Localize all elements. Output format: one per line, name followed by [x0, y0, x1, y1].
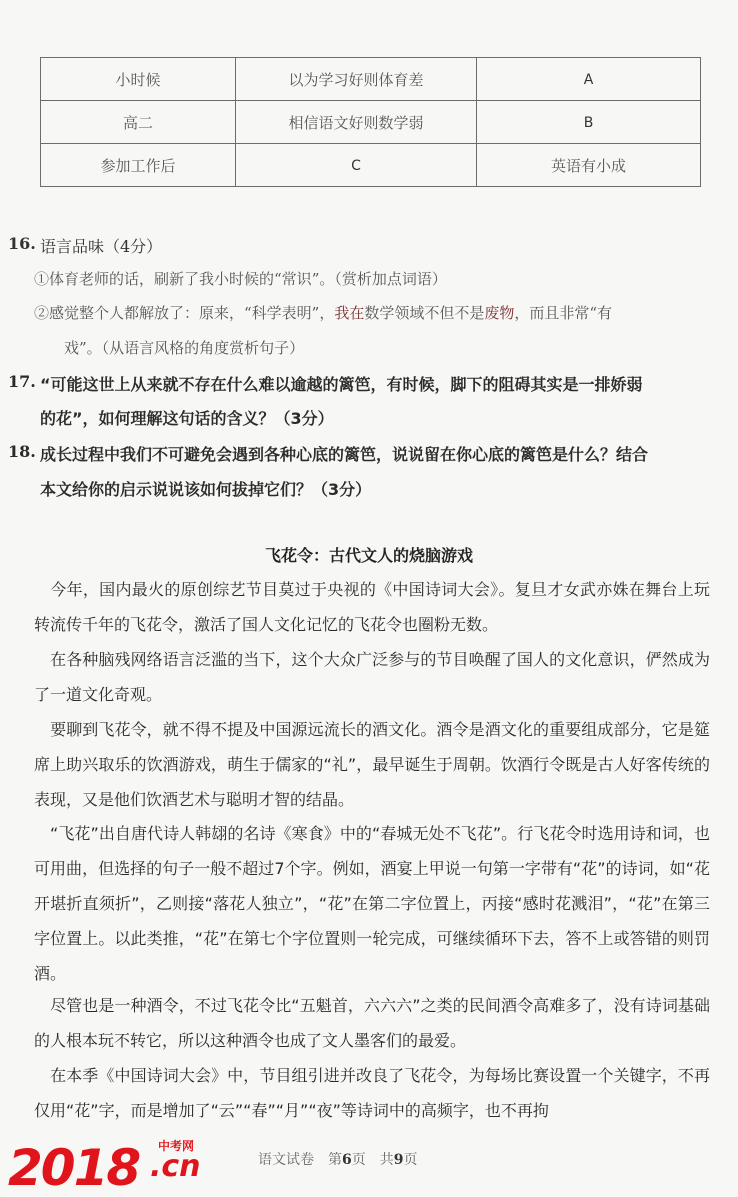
- question-number: 18.: [8, 442, 36, 461]
- table-row: [41, 101, 701, 144]
- page-number: [258, 1149, 418, 1169]
- paragraph-text: 在各种脑残网络语言泛滥的当下，这个大众广泛参与的节目唤醒了国人的文化意识，俨然成为了一道文化奇观。: [34, 650, 710, 704]
- page-label: 语文试卷 第: [258, 1152, 342, 1168]
- table-cell: 以为学习好则体育差: [236, 58, 477, 101]
- blank-label: C: [351, 158, 361, 174]
- page-label: 页 共: [351, 1152, 394, 1168]
- sub-text: 数学领域不但不是: [364, 304, 485, 322]
- article-paragraph: [34, 988, 710, 1058]
- blank-label: B: [583, 115, 594, 131]
- question-number: 17.: [8, 372, 36, 391]
- article-paragraph: [34, 642, 710, 712]
- current-page: 6: [342, 1152, 352, 1168]
- highlight-text: 废物: [484, 304, 515, 322]
- sub-text: 本文给你的启示说说该如何拔掉它们？（: [40, 480, 329, 499]
- question-16-sub-1: [34, 268, 447, 289]
- site-logo-label: 中考网: [158, 1139, 195, 1153]
- question-text: 成长过程中我们不可避免会遇到各种心底的篱笆，说说留在你心底的篱笆是什么？结合: [40, 445, 649, 464]
- article-paragraph: [34, 816, 710, 991]
- table-cell: 小时候: [41, 58, 236, 101]
- page-label: 页: [403, 1152, 418, 1168]
- site-logo-number: 2018: [8, 1139, 140, 1197]
- sub-text: ”。（赏析加点词语）: [311, 270, 447, 288]
- key-word: 常识: [281, 270, 312, 288]
- timeline-table: [40, 57, 701, 187]
- question-number: 16.: [8, 234, 36, 253]
- score-label: 3分: [290, 409, 318, 428]
- paragraph-text: 尽管也是一种酒令，不过飞花令比“五魁首，六六六”之类的民间酒令高难多了，没有诗词基础的人根本玩不转它，所以这种酒令也成了文人墨客们的最爱。: [34, 996, 710, 1050]
- table-row: [41, 58, 701, 101]
- question-text: [40, 406, 334, 429]
- sub-text: ①体育老师的话，刷新了我小时候的“: [34, 270, 282, 288]
- table-cell: 高二: [41, 101, 236, 144]
- question-text: [40, 477, 371, 500]
- score-label: 3分: [328, 480, 356, 499]
- page-footer: [0, 1135, 738, 1197]
- table-cell: [236, 144, 477, 187]
- article-paragraph: [34, 1058, 710, 1128]
- article-paragraph: [34, 712, 710, 817]
- blank-label: A: [583, 72, 594, 88]
- sub-text: ②感觉整个人都解放了：原来，“科学表明”，: [34, 304, 335, 322]
- sub-text: ）: [355, 480, 372, 499]
- total-pages: 9: [393, 1152, 404, 1168]
- sub-text: ，而且非常“有: [514, 304, 613, 322]
- question-16-sub-2: [34, 302, 612, 323]
- paragraph-text: 在本季《中国诗词大会》中，节目组引进并改良了飞花令，为每场比赛设置一个关键字，不再仅用“花”字，而是增加了“云”“春”“月”“夜”等诗词中的高频字，也不再拘: [34, 1066, 710, 1120]
- question-text: “可能这世上从来就不存在什么难以逾越的篱笆，有时候，脚下的阻碍其实是一排娇弱: [40, 375, 643, 394]
- article-paragraph: [34, 572, 710, 642]
- table-cell: 参加工作后: [41, 144, 236, 187]
- paragraph-text: 今年，国内最火的原创综艺节目莫过于央视的《中国诗词大会》。复旦才女武亦姝在舞台上玩转流传千年的飞花令，激活了国人文化记忆的飞花令也圈粉无数。: [34, 580, 710, 634]
- table-cell: 相信语文好则数学弱: [236, 101, 477, 144]
- table-cell: [477, 58, 701, 101]
- sub-text: 的花”，如何理解这句话的含义？（: [40, 409, 291, 428]
- table-cell: [477, 101, 701, 144]
- paragraph-text: 要聊到飞花令，就不得不提及中国源远流长的酒文化。酒令是酒文化的重要组成部分，它是筵席上助兴取乐的饮酒游戏，萌生于儒家的“礼”，最早诞生于周朝。饮酒行令既是古人好客传统的表现，又是他们饮酒艺术与聪明才智的结晶。: [34, 720, 710, 809]
- highlight-text: 我在: [334, 304, 365, 322]
- question-16-sub-2-cont: 戏”。（从语言风格的角度赏析句子）: [64, 339, 305, 357]
- table-cell: 英语有小成: [477, 144, 701, 187]
- site-logo-domain: .cn: [150, 1149, 201, 1184]
- paragraph-text: “飞花”出自唐代诗人韩翃的名诗《寒食》中的“春城无处不飞花”。行飞花令时选用诗和词，也可用曲，但选择的句子一般不超过7个字。例如，酒宴上甲说一句第一字带有“花”的诗词，如“花开堪折直须折”，乙则接“落花人独立”，“花”在第二字位置上，丙接“感时花溅泪”，“花”在第三字位置上。以此类推，“花”在第七个字位置则一轮完成，可继续循环下去，答不上或答错的则罚酒。: [34, 824, 710, 983]
- sub-text: ）: [317, 409, 334, 428]
- question-title: 语言品味（4分）: [40, 237, 163, 256]
- table-row: [41, 144, 701, 187]
- article-title: 飞花令：古代文人的烧脑游戏: [264, 546, 473, 565]
